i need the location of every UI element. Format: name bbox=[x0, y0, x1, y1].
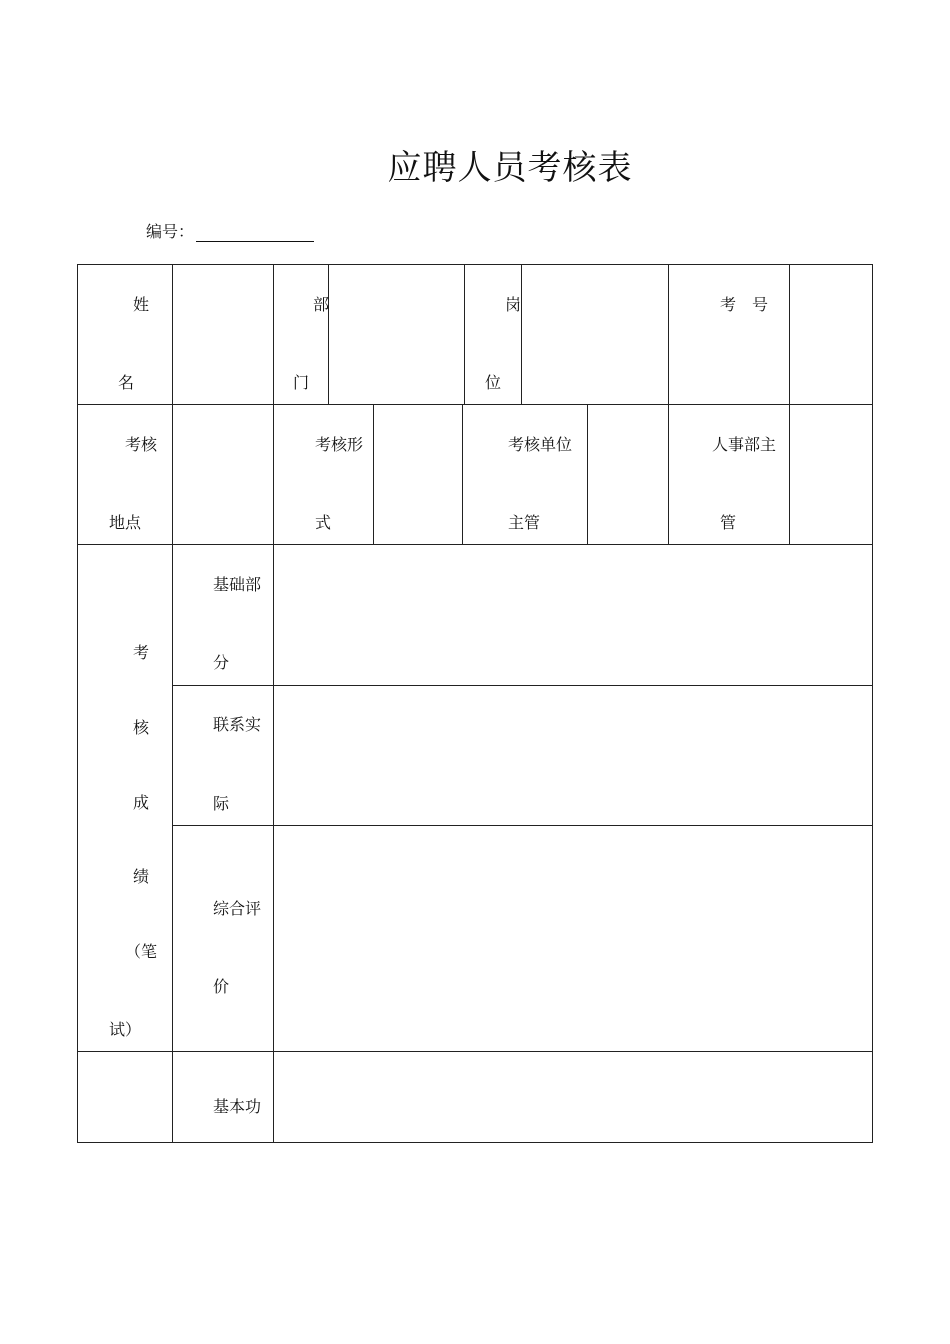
label-department-1: 部 bbox=[313, 295, 330, 314]
label-basic-skill: 基本功 bbox=[213, 1097, 262, 1116]
label-exam-no: 考 号 bbox=[720, 295, 769, 314]
label-hr-supervisor-2: 管 bbox=[720, 513, 737, 532]
label-hr-supervisor-1: 人事部主 bbox=[712, 435, 777, 454]
basic-part-input-cell[interactable] bbox=[274, 545, 871, 684]
table-col-divider bbox=[668, 264, 669, 404]
label-score-char: 考 bbox=[133, 643, 150, 662]
label-form-2: 式 bbox=[315, 513, 332, 532]
number-field bbox=[146, 219, 314, 242]
label-unit-supervisor-1: 考核单位 bbox=[508, 435, 573, 454]
label-location-2: 地点 bbox=[109, 513, 142, 532]
label-score-char: 核 bbox=[133, 718, 150, 737]
label-score-char: （笔 bbox=[125, 942, 158, 961]
form-input-cell[interactable] bbox=[374, 405, 461, 543]
label-score-char: 成 bbox=[133, 793, 150, 812]
table-col-divider bbox=[462, 404, 463, 544]
position-input-cell[interactable] bbox=[522, 265, 667, 403]
label-score-char: 绩 bbox=[133, 867, 150, 886]
label-basic-part-1: 基础部 bbox=[213, 575, 262, 594]
exam-no-input-cell[interactable] bbox=[790, 265, 871, 403]
number-input-line[interactable] bbox=[196, 224, 314, 242]
overall-input-cell[interactable] bbox=[274, 826, 871, 1050]
table-col-divider bbox=[668, 404, 669, 544]
label-practice-2: 际 bbox=[213, 794, 230, 813]
table-border-bottom bbox=[77, 1142, 873, 1143]
label-position-1: 岗 bbox=[505, 295, 522, 314]
department-input-cell[interactable] bbox=[329, 265, 463, 403]
unit-supervisor-input-cell[interactable] bbox=[588, 405, 667, 543]
table-border-right bbox=[872, 264, 873, 1143]
name-input-cell[interactable] bbox=[173, 265, 272, 403]
label-overall-2: 价 bbox=[213, 977, 230, 996]
table-col-divider bbox=[464, 264, 465, 404]
table-border-left bbox=[77, 264, 78, 1143]
hr-supervisor-input-cell[interactable] bbox=[790, 405, 871, 543]
label-form-1: 考核形 bbox=[315, 435, 364, 454]
label-name-1: 姓 bbox=[133, 295, 150, 314]
basic-skill-input-cell[interactable] bbox=[274, 1052, 871, 1141]
label-department-2: 门 bbox=[293, 373, 310, 392]
label-location-1: 考核 bbox=[125, 435, 158, 454]
label-overall-1: 综合评 bbox=[213, 899, 262, 918]
location-input-cell[interactable] bbox=[173, 405, 272, 543]
label-practice-1: 联系实 bbox=[213, 715, 262, 734]
label-score-char: 试） bbox=[109, 1020, 142, 1039]
label-unit-supervisor-2: 主管 bbox=[508, 513, 541, 532]
practice-input-cell[interactable] bbox=[274, 686, 871, 824]
label-position-2: 位 bbox=[485, 373, 502, 392]
label-name-2: 名 bbox=[118, 373, 135, 392]
number-label: 编号： bbox=[146, 222, 195, 241]
label-basic-part-2: 分 bbox=[213, 653, 230, 672]
page-title: 应聘人员考核表 bbox=[387, 148, 633, 188]
